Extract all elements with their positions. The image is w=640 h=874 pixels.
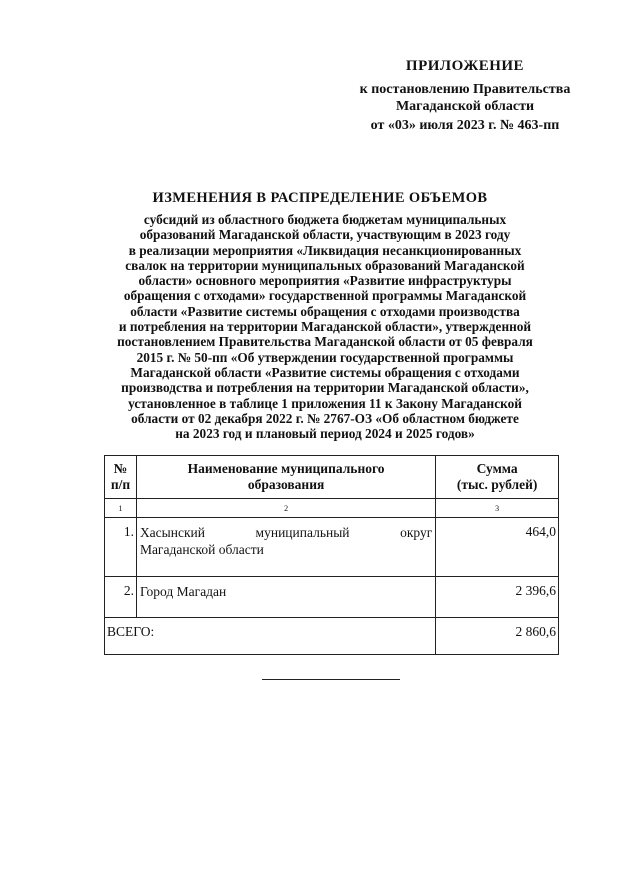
body-line: установленное в таблице 1 приложения 11 к Закону Магаданской xyxy=(128,395,522,411)
header-num xyxy=(105,456,137,499)
row-sum: 2 396,6 xyxy=(436,577,559,618)
header-sum xyxy=(436,456,559,499)
row-number: 1. xyxy=(105,518,137,577)
body-line: Магаданской области «Развитие системы обращения с отходами xyxy=(130,364,520,380)
appendix-line-1: к постановлению Правительства xyxy=(359,82,571,97)
body-line: области «Развитие системы обращения с отходами производства xyxy=(130,303,520,319)
total-row xyxy=(105,618,559,655)
table-row xyxy=(105,577,559,618)
column-number: 3 xyxy=(436,499,559,518)
appendix-title: ПРИЛОЖЕНИЕ xyxy=(405,58,525,74)
column-number-row xyxy=(105,499,559,518)
body-line: области» основного мероприятия «Развитие инфраструктуры xyxy=(138,273,512,289)
total-sum: 2 860,6 xyxy=(436,618,559,655)
appendix-line-3: от «03» июля 2023 г. № 463-пп xyxy=(370,118,560,133)
body-line: 2015 г. № 50-пп «Об утверждении государственной программы xyxy=(136,349,514,365)
appendix-line-2: Магаданской области xyxy=(395,99,535,114)
row-number: 2. xyxy=(105,577,137,618)
body-line: субсидий из областного бюджета бюджетам муниципальных xyxy=(143,212,507,227)
header-sum-line-2: (тыс. рублей) xyxy=(456,477,538,492)
document-title: ИЗМЕНЕНИЯ В РАСПРЕДЕЛЕНИЕ ОБЪЕМОВ xyxy=(152,190,488,206)
column-number: 1 xyxy=(105,499,137,518)
header-name-line-2: образования xyxy=(247,477,325,492)
body-line: и потребления на территории Магаданской области», утвержденной xyxy=(118,319,532,335)
header-sum-line-1: Сумма xyxy=(476,461,518,476)
header-num-line-1: № xyxy=(113,461,128,476)
body-line: в реализации мероприятия «Ликвидация несанкционированных xyxy=(128,242,522,258)
row-sum: 464,0 xyxy=(436,518,559,577)
closing-rule xyxy=(262,679,400,680)
column-number: 2 xyxy=(136,499,435,518)
total-label: ВСЕГО: xyxy=(105,618,436,655)
body-line: производства и потребления на территории Магаданской области», xyxy=(121,380,529,396)
body-line: образований Магаданской области, участвующим в 2023 году xyxy=(139,227,511,243)
body-line: на 2023 год и плановый период 2024 и 2025 годов» xyxy=(175,426,475,442)
distribution-table xyxy=(104,455,559,655)
table-row xyxy=(105,518,559,577)
header-name xyxy=(136,456,435,499)
header-name-line-1: Наименование муниципального xyxy=(187,461,385,476)
body-line: области от 02 декабря 2022 г. № 2767-ОЗ «Об областном бюджете xyxy=(131,410,519,426)
municipality-name-line-2: Магаданской области xyxy=(139,542,264,557)
body-line: свалок на территории муниципальных образований Магаданской xyxy=(125,257,525,273)
municipality-name: Город Магадан xyxy=(136,577,435,618)
municipality-name xyxy=(136,518,435,577)
document-body xyxy=(90,212,560,441)
body-line: постановлением Правительства Магаданской области от 05 февраля xyxy=(117,334,533,350)
header-num-line-2: п/п xyxy=(110,477,131,492)
table-header-row xyxy=(105,456,559,499)
municipality-name-line-1: Хасынский муниципальный округ xyxy=(139,525,433,540)
body-line: обращения с отходами» государственной программы Магаданской xyxy=(123,288,527,304)
